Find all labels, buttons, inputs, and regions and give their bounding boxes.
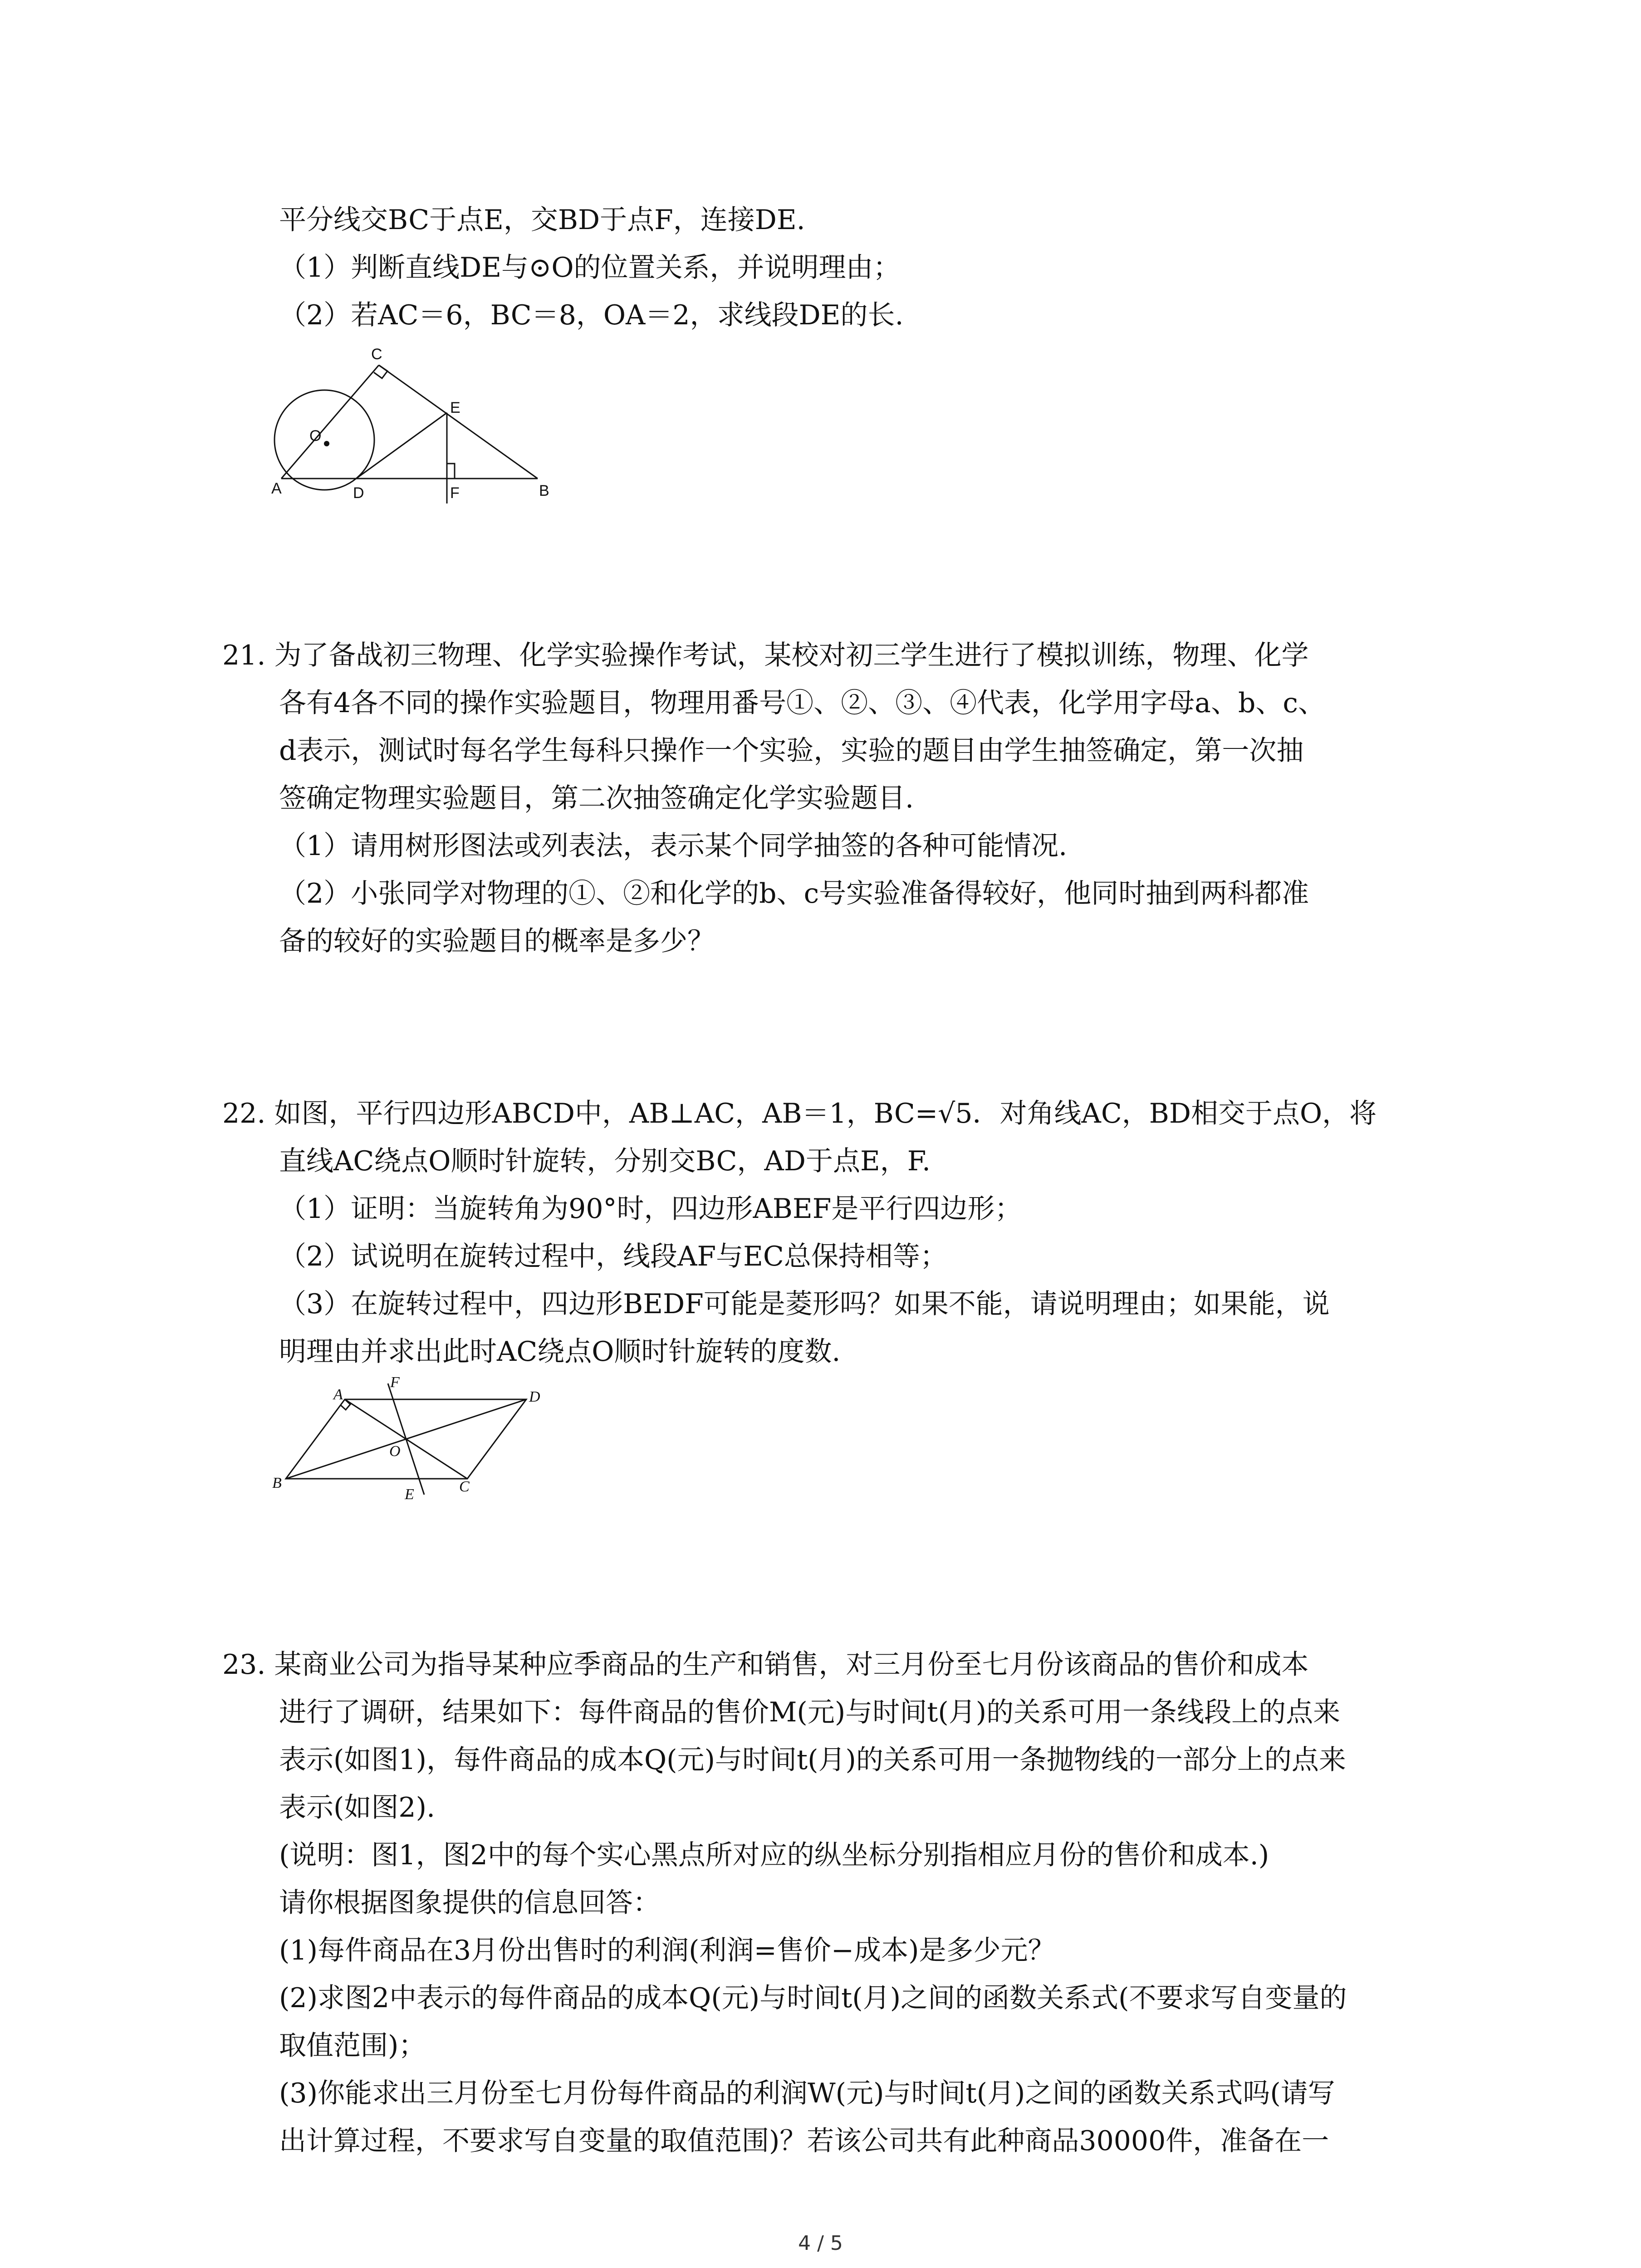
q22-line-6: 明理由并求出此时AC绕点O顺时针旋转的度数. [279, 1336, 841, 1368]
label-D: D [353, 484, 364, 502]
label-E: E [450, 399, 460, 416]
q23-line-2: 进行了调研，结果如下：每件商品的售价M(元)与时间t(月)的关系可用一条线段上的点来 [279, 1696, 1341, 1728]
q23-line-1: 23. 某商业公司为指导某种应季商品的生产和销售，对三月份至七月份该商品的售价和成本 [222, 1649, 1309, 1681]
q22-line-4: （2）试说明在旋转过程中，线段AF与EC总保持相等； [279, 1241, 947, 1272]
label-A: A [333, 1386, 343, 1403]
q20-line-3: （2）若AC＝6，BC＝8，OA＝2，求线段DE的长. [279, 299, 904, 331]
q23-line-9: 取值范围)； [279, 2030, 426, 2062]
q23-line-10: (3)你能求出三月份至七月份每件商品的利润W(元)与时间t(月)之间的函数关系式吗(请写 [279, 2077, 1335, 2109]
q21-line-2: 各有4各不同的操作实验题目，物理用番号①、②、③、④代表，化学用字母a、b、c、 [279, 687, 1325, 719]
label-F: F [450, 484, 460, 502]
q20-circle-figure [268, 345, 585, 517]
q22-line-2: 直线AC绕点O顺时针旋转，分别交BC，AD于点E，F. [279, 1145, 931, 1177]
label-F: F [390, 1374, 400, 1391]
label-B: B [539, 482, 549, 499]
q23-line-7: (1)每件商品在3月份出售时的利润(利润=售价−成本)是多少元？ [279, 1935, 1055, 1966]
label-A: A [271, 480, 282, 497]
page-number: 4 / 5 [798, 2232, 843, 2255]
label-C: C [459, 1478, 470, 1495]
q21-line-1: 21. 为了备战初三物理、化学实验操作考试，某校对初三学生进行了模拟训练，物理、化学 [222, 640, 1309, 671]
label-B: B [272, 1475, 282, 1491]
label-C: C [371, 346, 382, 363]
q21-line-7: 备的较好的实验题目的概率是多少？ [279, 925, 715, 957]
label-E: E [405, 1486, 414, 1503]
q20-line-2: （1）判断直线DE与⊙O的位置关系，并说明理由； [279, 252, 901, 284]
q23-line-3: 表示(如图1)，每件商品的成本Q(元)与时间t(月)的关系可用一条抛物线的一部分上的点来 [279, 1744, 1346, 1776]
q23-line-4: 表示(如图2). [279, 1792, 436, 1823]
q22-line-3: （1）证明：当旋转角为90°时，四边形ABEF是平行四边形； [279, 1193, 1022, 1225]
q22-line-1: 22. 如图，平行四边形ABCD中，AB⊥AC，AB＝1，BC=√5．对角线AC，BD相交于点O，将 [222, 1098, 1377, 1129]
q23-line-5: (说明：图1，图2中的每个实心黑点所对应的纵坐标分别指相应月份的售价和成本.) [279, 1839, 1269, 1871]
q21-line-3: d表示，测试时每名学生每科只操作一个实验，实验的题目由学生抽签确定，第一次抽 [279, 735, 1304, 767]
q23-line-6: 请你根据图象提供的信息回答： [279, 1887, 660, 1919]
label-D: D [529, 1388, 540, 1405]
q21-line-6: （2）小张同学对物理的①、②和化学的b、c号实验准备得较好，他同时抽到两科都准 [279, 878, 1309, 909]
label-O: O [389, 1443, 401, 1460]
q20-line-1: 平分线交BC于点E，交BD于点F，连接DE. [279, 204, 805, 236]
q23-line-8: (2)求图2中表示的每件商品的成本Q(元)与时间t(月)之间的函数关系式(不要求写自变量的 [279, 1982, 1347, 2014]
q22-parallelogram-figure [272, 1374, 554, 1506]
q21-line-5: （1）请用树形图法或列表法，表示某个同学抽签的各种可能情况. [279, 830, 1068, 862]
q23-line-11: 出计算过程，不要求写自变量的取值范围)？若该公司共有此种商品30000件，准备在一 [279, 2125, 1329, 2157]
q22-line-5: （3）在旋转过程中，四边形BEDF可能是菱形吗？如果不能，请说明理由；如果能，说 [279, 1288, 1330, 1320]
label-O: O [309, 427, 322, 445]
q21-line-4: 签确定物理实验题目，第二次抽签确定化学实验题目. [279, 782, 914, 814]
